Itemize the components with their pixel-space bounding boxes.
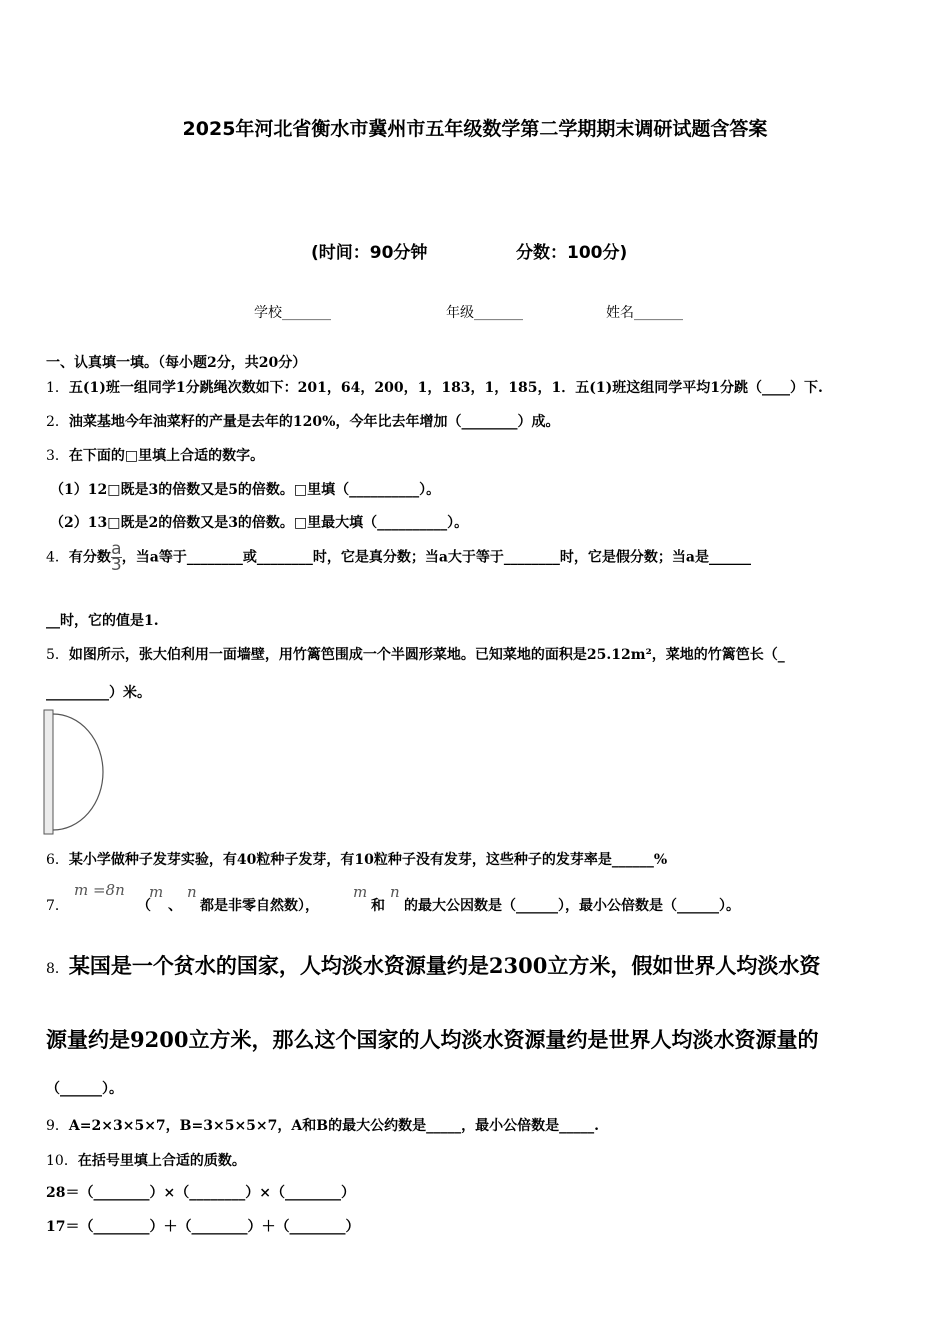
question-7-condition: 都是非零自然数），: [200, 898, 319, 914]
question-text: 有分数: [68, 549, 111, 566]
question-number: 4．: [46, 549, 69, 566]
page-title: 2025年河北省衡水市冀州市五年级数学第二学期期末调研试题含答案: [182, 118, 768, 140]
school-field: 学校_______: [254, 305, 331, 321]
question-9: [46, 1115, 599, 1135]
separator: 、: [168, 898, 182, 914]
question-10-line-2: 17＝（________）＋（________）＋（________）: [46, 1219, 360, 1235]
variable-m-2: m: [353, 883, 368, 901]
question-text: 五(1)班一组同学1分跳绳次数如下：201，64，200，1，183，1，185，1．五(1)班这组同学平均1分跳（____）下.: [68, 380, 823, 396]
question-5-continued: _________）米。: [46, 685, 151, 701]
question-5: [46, 644, 785, 664]
fraction-denominator: 3: [110, 555, 122, 575]
question-number: 1．: [46, 380, 69, 396]
question-1: [46, 377, 823, 397]
question-text: 某小学做种子发芽实验，有40粒种子发芽，有10粒种子没有发芽，这些种子的发芽率是______%: [68, 852, 668, 868]
section-heading: 一、认真填一填。（每小题2分，共20分）: [46, 355, 307, 371]
fraction-a-over-3: [110, 539, 122, 575]
question-number: 5．: [46, 647, 69, 663]
question-number: 7．: [46, 898, 69, 914]
question-text: ，当a等于________或________时，它是真分数；当a大于等于________时，它是假分数；当a是______: [121, 549, 751, 566]
question-text: 在括号里填上合适的质数。: [77, 1153, 246, 1169]
question-10-line-1: 28＝（________）×（________）×（________）: [46, 1185, 355, 1201]
question-7-ask: 的最大公因数是（______），最小公倍数是（______）。: [404, 898, 740, 914]
question-10: [46, 1150, 246, 1170]
question-3: [46, 445, 264, 465]
exam-time: (时间：90分钟: [311, 243, 428, 263]
question-text: A=2×3×5×7，B=3×5×5×7，A和B的最大公约数是_____，最小公倍数是_____.: [68, 1118, 599, 1134]
question-8-continued: 源量约是9200立方米，那么这个国家的人均淡水资源量约是世界人均淡水资源量的: [46, 1027, 819, 1052]
variable-m: m: [149, 883, 164, 901]
question-text: 在下面的□里填上合适的数字。: [68, 448, 265, 464]
name-field: 姓名_______: [606, 305, 683, 321]
grade-field: 年级_______: [446, 305, 523, 321]
equation-m-equals-8n: m =8n: [74, 881, 125, 899]
question-number: 10．: [46, 1153, 78, 1169]
variable-n-2: n: [390, 883, 400, 901]
semicircle-garden-figure: [40, 706, 110, 838]
question-2: [46, 411, 559, 431]
question-number: 3．: [46, 448, 69, 464]
question-8-answer: （______）。: [46, 1081, 123, 1097]
question-4-continued: __时，它的值是1.: [46, 613, 159, 629]
question-3-part-1: （1）12□既是3的倍数又是5的倍数。□里填（__________）。: [50, 482, 441, 498]
question-number: 6．: [46, 852, 69, 868]
question-7: [46, 895, 69, 915]
fraction-numerator: a: [111, 539, 122, 559]
question-3-part-2: （2）13□既是2的倍数又是3的倍数。□里最大填（__________）。: [50, 515, 469, 531]
conjunction-and: 和: [371, 898, 385, 914]
question-4: [46, 539, 751, 575]
question-number: 8．: [46, 961, 69, 977]
question-number: 9．: [46, 1118, 69, 1134]
paren-open: （: [137, 898, 151, 914]
exam-score: 分数：100分): [516, 243, 628, 263]
question-6: [46, 849, 667, 869]
wall-rect: [44, 710, 53, 834]
question-8: [46, 950, 820, 980]
question-text: 某国是一个贫水的国家，人均淡水资源量约是2300立方米，假如世界人均淡水资: [68, 953, 821, 978]
variable-n: n: [187, 883, 197, 901]
question-number: 2．: [46, 414, 69, 430]
question-text: 油菜基地今年油菜籽的产量是去年的120%，今年比去年增加（________）成。: [68, 414, 560, 430]
fence-arc: [53, 714, 103, 830]
question-text: 如图所示，张大伯利用一面墙壁，用竹篱笆围成一个半圆形菜地。已知菜地的面积是25.12m²，菜地的竹篱笆长（_: [68, 647, 785, 663]
